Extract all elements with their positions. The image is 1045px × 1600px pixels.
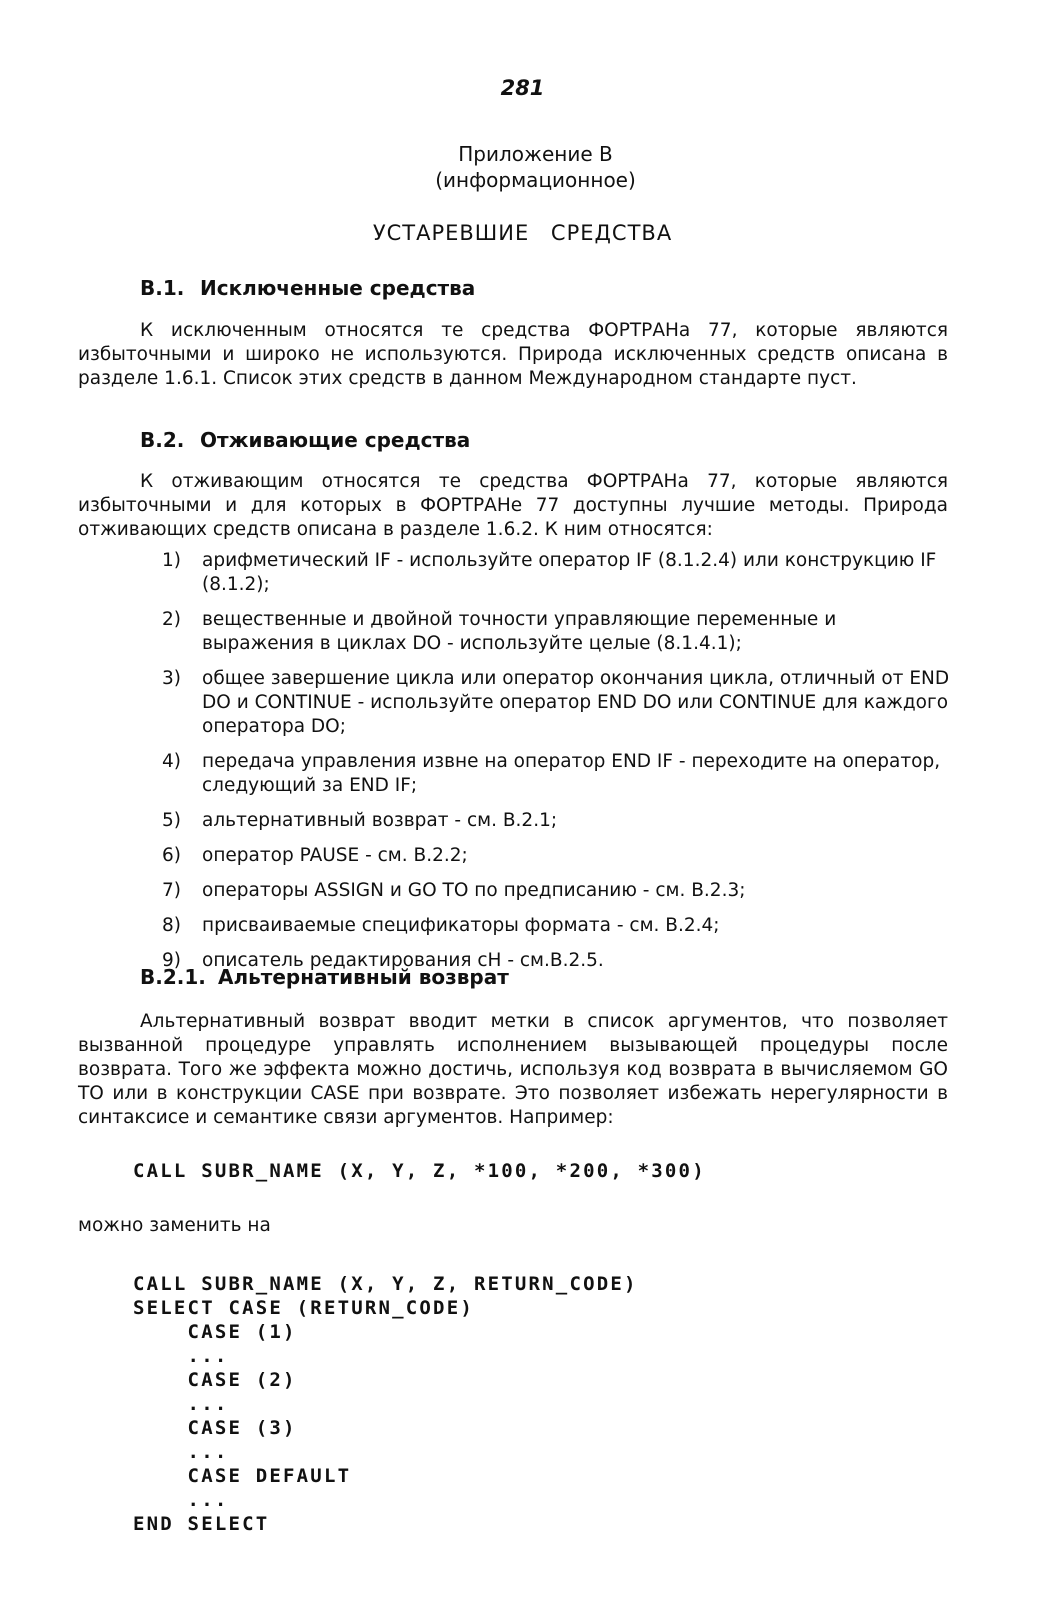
appendix-subtitle: (информационное) xyxy=(435,168,636,192)
code-line: CASE DEFAULT xyxy=(133,1465,352,1487)
list-item-number: 9) xyxy=(162,950,181,971)
obsolescent-features-list xyxy=(120,549,950,984)
code-line: ... xyxy=(133,1441,229,1463)
list-item xyxy=(120,549,950,597)
appendix-heading xyxy=(0,141,1045,193)
list-item xyxy=(120,667,950,739)
main-title: УСТАРЕВШИЕ СРЕДСТВА xyxy=(372,221,673,245)
section-b2-heading xyxy=(140,428,470,452)
section-number: В.2.1. xyxy=(140,965,206,989)
section-number: В.1. xyxy=(140,276,185,300)
list-item xyxy=(120,914,950,938)
code-line: ... xyxy=(133,1393,229,1415)
code-line: ... xyxy=(133,1489,229,1511)
list-item-number: 2) xyxy=(162,609,181,630)
section-number: В.2. xyxy=(140,428,185,452)
list-item-text: присваиваемые спецификаторы формата - см. В.2.4; xyxy=(202,915,720,936)
list-item-number: 5) xyxy=(162,810,181,831)
section-b1-paragraph: К исключенным относятся те средства ФОРТРАНа 77, которые являются избыточными и широко не используются. Природа исключенных средств описана в разделе 1.6.1. Список этих средств в данном Международном стандарте пуст. xyxy=(78,320,948,389)
page-number: 281 xyxy=(500,76,545,100)
list-item-text: описатель редактирования cH - см.В.2.5. xyxy=(202,950,604,971)
list-item-number: 8) xyxy=(162,915,181,936)
section-title: Отживающие средства xyxy=(200,428,471,452)
code-example-select-case xyxy=(133,1272,638,1536)
section-title: Альтернативный возврат xyxy=(218,965,509,989)
list-item-number: 1) xyxy=(162,550,181,571)
replace-text: можно заменить на xyxy=(78,1215,271,1236)
code-line: ... xyxy=(133,1345,229,1367)
list-item xyxy=(120,608,950,656)
code-line: CASE (3) xyxy=(133,1417,297,1439)
list-item-number: 7) xyxy=(162,880,181,901)
list-item-number: 6) xyxy=(162,845,181,866)
list-item-text: арифметический IF - используйте оператор IF (8.1.2.4) или конструкцию IF (8.1.2); xyxy=(202,550,937,595)
section-b21-paragraph: Альтернативный возврат вводит метки в список аргументов, что позволяет вызванной процедуре управлять исполнением вызывающей процедуры после возврата. Того же эффекта можно достичь, используя код возврата в вычисляемом GO TO или в конструкции CASE при возврате. Это позволяет избежать нерегулярности в синтаксисе и семантике связи аргументов. Например: xyxy=(78,1011,948,1128)
list-item-number: 4) xyxy=(162,751,181,772)
code-example-call: CALL SUBR_NAME (X, Y, Z, *100, *200, *300) xyxy=(133,1160,706,1182)
list-item-text: передача управления извне на оператор END IF - переходите на оператор, следующий за END IF; xyxy=(202,751,941,796)
code-line: CALL SUBR_NAME (X, Y, Z, RETURN_CODE) xyxy=(133,1273,638,1295)
list-item xyxy=(120,750,950,798)
code-line: SELECT CASE (RETURN_CODE) xyxy=(133,1297,474,1319)
list-item-text: операторы ASSIGN и GO TO по предписанию - см. В.2.3; xyxy=(202,880,746,901)
list-item xyxy=(120,844,950,868)
code-line: END SELECT xyxy=(133,1513,270,1535)
list-item-text: оператор PAUSE - см. В.2.2; xyxy=(202,845,468,866)
list-item-number: 3) xyxy=(162,668,181,689)
code-line: CASE (1) xyxy=(133,1321,297,1343)
code-line: CASE (2) xyxy=(133,1369,297,1391)
section-title: Исключенные средства xyxy=(200,276,476,300)
list-item xyxy=(120,879,950,903)
section-b21-heading xyxy=(140,965,509,989)
list-item xyxy=(120,809,950,833)
list-item-text: общее завершение цикла или оператор окончания цикла, отличный от END DO и CONTINUE - используйте оператор END DO или CONTINUE для каждого оператора DO; xyxy=(202,668,950,737)
section-b2-paragraph: К отживающим относятся те средства ФОРТРАНа 77, которые являются избыточными и для которых в ФОРТРАНе 77 доступны лучшие методы. Природа отживающих средств описана в разделе 1.6.2. К ним относятся: xyxy=(78,471,948,540)
section-b1-heading xyxy=(140,276,475,300)
list-item-text: альтернативный возврат - см. В.2.1; xyxy=(202,810,558,831)
appendix-title: Приложение В xyxy=(458,142,613,166)
list-item-text: вещественные и двойной точности управляющие переменные и выражения в циклах DO - используйте целые (8.1.4.1); xyxy=(202,609,837,654)
